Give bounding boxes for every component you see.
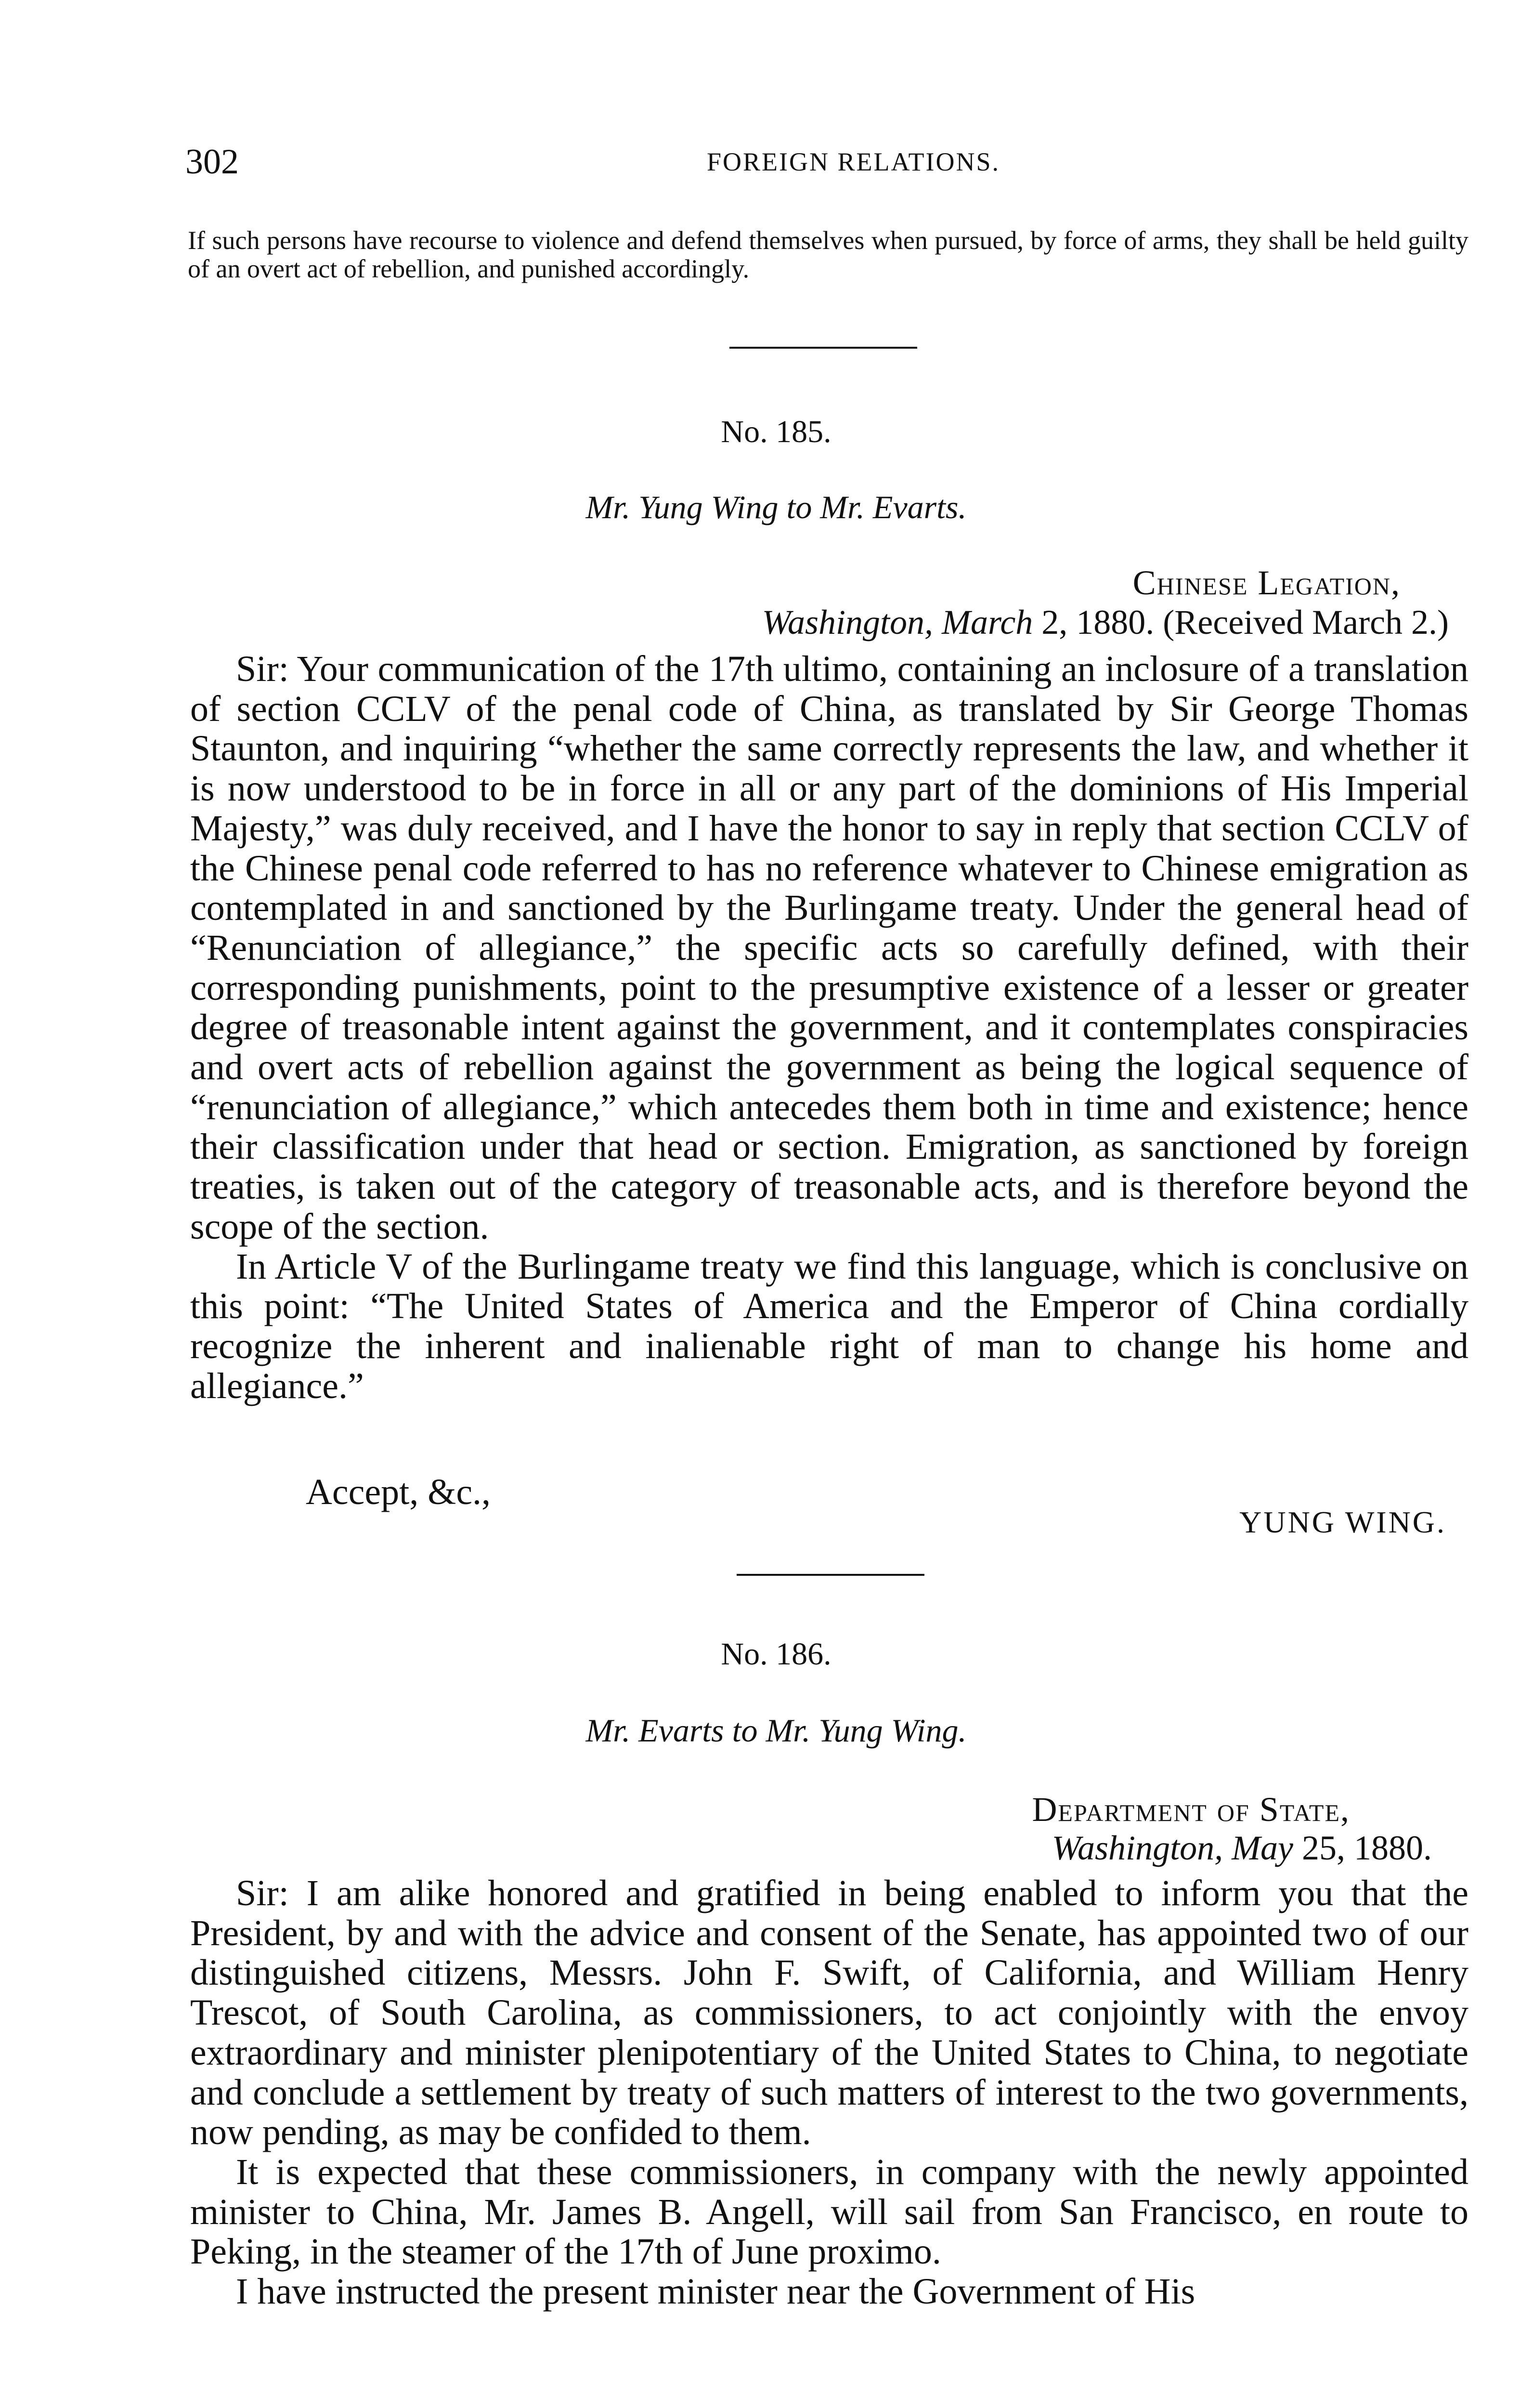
paragraph: Sir: I am alike honored and gratified in being enabled to inform you that the President, by and with the advice and consent of the Senate, has appointed two of our distinguished citizens, Messrs. John F. Swift, of California, and William Henry Trescot, of South Carolina, as commissioners, to act conjointly with the envoy extraordinary and minister plenipotentiary of the United States to China, to negotiate and conclude a settlement by treaty of such matters of interest to the two governments, now pending, as may be confided to them.: [190, 1873, 1468, 2153]
document-number-185: No. 185.: [721, 414, 831, 449]
dateline-186: [1052, 1828, 1432, 1868]
section-divider: [729, 347, 917, 349]
closing-185: Accept, &c.,: [306, 1472, 491, 1512]
document-heading-185: Mr. Yung Wing to Mr. Evarts.: [585, 489, 967, 525]
document-number-186: No. 186.: [721, 1636, 831, 1672]
continuation-paragraph: If such persons have recourse to violence and defend themselves when pursued, by force of arms, they shall be held guilty of an overt act of rebellion, and punished accordingly.: [188, 226, 1468, 283]
department-address: Department of State,: [1032, 1790, 1350, 1829]
letter-body-186: [190, 1873, 1468, 2312]
paragraph: I have instructed the present minister near the Government of His: [236, 2271, 1195, 2312]
dateline-day-year: 25, 1880.: [1293, 1829, 1432, 1867]
document-heading-186: Mr. Evarts to Mr. Yung Wing.: [585, 1712, 967, 1749]
letter-body-185: [190, 649, 1468, 1406]
dateline-place-date: Washington, May: [1052, 1829, 1293, 1867]
page-number: 302: [185, 142, 239, 182]
dateline-day-year: 2, 1880.: [1033, 603, 1155, 641]
signature-185: YUNG WING.: [1239, 1505, 1446, 1539]
page-header: [185, 138, 1468, 186]
paragraph: In Article V of the Burlingame treaty we find this language, which is conclusive on this point: “The United States of America and the Emperor of China cordially recognize the inherent and inalienable right of man to change his home and allegiance.”: [190, 1246, 1468, 1406]
section-divider: [737, 1574, 924, 1576]
dateline-place-date: Washington, March: [762, 603, 1033, 641]
dateline-185: [762, 602, 1449, 642]
legation-address: Chinese Legation,: [1132, 563, 1401, 602]
received-note: (Received March 2.): [1154, 603, 1449, 641]
paragraph: Sir: Your communication of the 17th ultimo, containing an inclosure of a translation of section CCLV of the penal code of China, as translated by Sir George Thomas Staunton, and inquiring “whether the same correctly represents the law, and whether it is now understood to be in force in all or any part of the dominions of His Imperial Majesty,” was duly received, and I have the honor to say in reply that section CCLV of the Chinese penal code referred to has no reference whatever to Chinese emigration as contemplated in and sanctioned by the Burlingame treaty. Under the general head of “Renunciation of allegiance,” the specific acts so carefully defined, with their corresponding punishments, point to the presumptive existence of a lesser or greater degree of treasonable intent against the government, and it contemplates conspiracies and overt acts of rebellion against the government as being the logical sequence of “renunciation of allegiance,” which antecedes them both in time and existence; hence their classification under that head or section. Emigration, as sanctioned by foreign treaties, is taken out of the category of treasonable acts, and is therefore beyond the scope of the section.: [190, 649, 1468, 1247]
running-title: FOREIGN RELATIONS.: [706, 147, 1000, 176]
paragraph: It is expected that these commissioners, in company with the newly appointed minister to China, Mr. James B. Angell, will sail from San Francisco, en route to Peking, in the steamer of the 17th of June proximo.: [190, 2151, 1468, 2272]
